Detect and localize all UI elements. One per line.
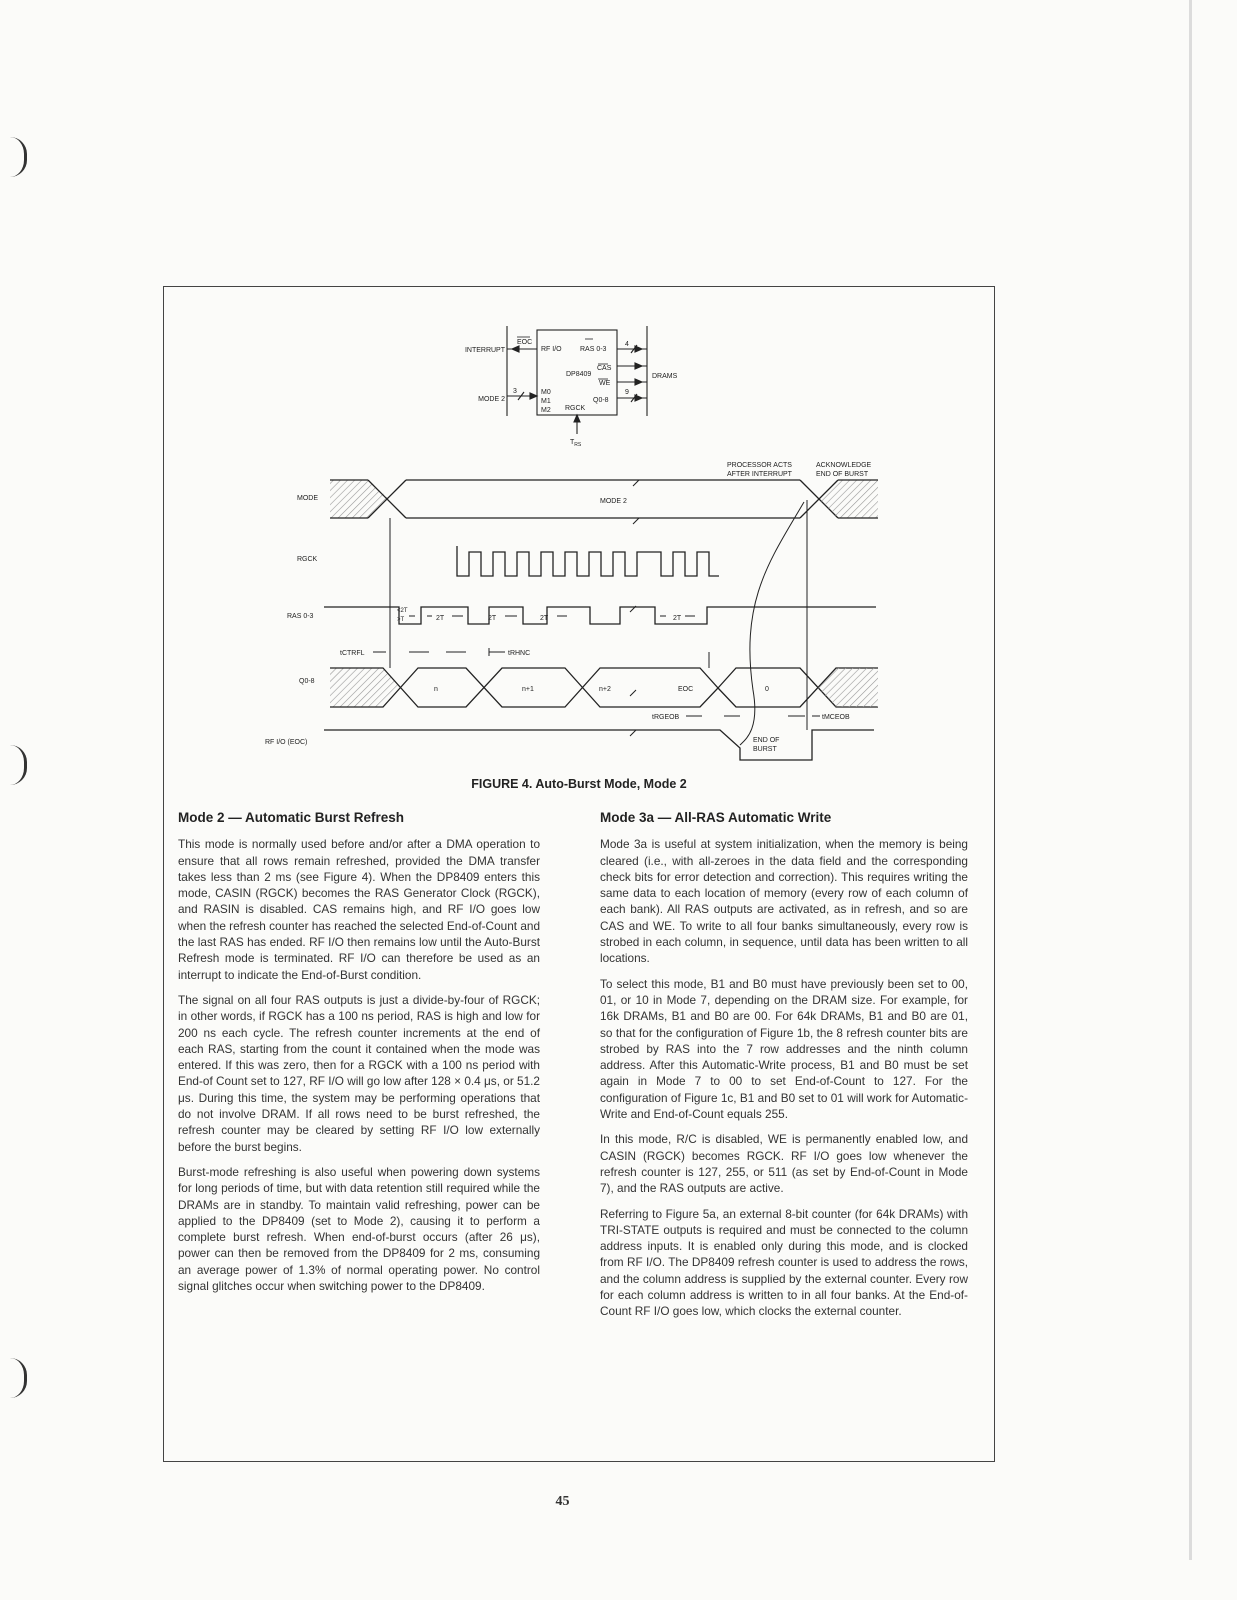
cas-pin-label: CAS (597, 365, 612, 372)
interrupt-label: INTERRUPT (464, 347, 505, 354)
binder-hole-mark (10, 1358, 27, 1398)
bus-width-4: 4 (625, 341, 629, 348)
end-of-burst-line1: END OF (753, 737, 780, 744)
acknowledge-line2: END OF BURST (816, 471, 869, 478)
trs-label: $T_{RS}$ (570, 439, 582, 448)
eoc-pin-label: EOC (517, 339, 533, 346)
q-value-n1: n+1 (522, 686, 534, 693)
q-value-n: n (434, 686, 438, 693)
ras-signal-label: RAS 0-3 (287, 613, 314, 620)
mode3a-paragraph-1: Mode 3a is useful at system initialization, when the memory is being cleared (i.e., with all-zeroes in the data field and the corresponding check bits for error detection and correction). This requires writing the same data to each location of memory (every row of each column of each bank). All RAS outputs are activated, as in refresh, and so are CAS and WE. To write to all four banks simultaneously, every row is strobed in each column, in sequence, until data has been written to all locations. (600, 837, 968, 966)
mode2-input-label: MODE 2 (478, 396, 505, 403)
mode3a-paragraph-4: Referring to Figure 5a, an external 8-bit counter (for 64k DRAMs) with TRI-STATE outputs is required and must be connected to the column address inputs. It is enabled only during this mode, and is clocked from RF I/O. The DP8409 refresh counter is used to address the rows, and the column address is supplied by the external counter. Every row for each column address is written to in all four banks. At the End-of-Count RF I/O goes low, which clocks the external counter. (600, 1206, 968, 1319)
trgeob-label: tRGEOB (652, 714, 680, 721)
tmceob-label: tMCEOB (822, 714, 850, 721)
mode2-paragraph-3: Burst-mode refreshing is also useful when powering down systems for long periods of time, but with data retention still required while the DRAMs are in standby. To maintain valid refreshing, power can be applied to the DP8409 (set to Mode 2), causing it to perform a complete burst refresh. When end-of-burst occurs (after 26 μs), power can then be removed from the DP8409 for 2 ms, consuming an average power of 1.3% of normal operating power. No control signal glitches occur when switching power to the DP8409. (178, 1164, 540, 1294)
chip-name: DP8409 (566, 371, 592, 378)
m0-pin-label: M0 (541, 389, 551, 396)
page-number: 45 (555, 1494, 570, 1509)
rgck-signal-label: RGCK (297, 556, 318, 563)
processor-acts-line2: AFTER INTERRUPT (727, 471, 792, 478)
right-column (600, 810, 968, 1329)
t-2t-2: 2T (488, 615, 497, 622)
acknowledge-line1: ACKNOWLEDGE (816, 462, 872, 469)
mode3a-heading: Mode 3a — All-RAS Automatic Write (600, 810, 832, 825)
q-value-eoc: EOC (678, 686, 694, 693)
tctrfl-label: tCTRFL (340, 650, 365, 657)
mode-signal-label: MODE (297, 495, 318, 502)
mode2-paragraph-1: This mode is normally used before and/or after a DMA operation to ensure that all rows remain refreshed, provided the DMA transfer takes less than 2 ms (see Figure 4). When the DP8409 enters this mode, CASIN (RGCK) becomes the RAS Generator Clock (RGCK), and RASIN is disabled. CAS remains high, and RF I/O goes low when the refresh counter has reached the selected End-of-Count and the last RAS has ended. RF I/O then remains low until the Auto-Burst Refresh mode is terminated. RF I/O can therefore be used as an interrupt to indicate the End-of-Burst condition. (178, 837, 540, 982)
t-2t-3: 2T (540, 615, 549, 622)
drams-label: DRAMS (652, 373, 678, 380)
mode3a-paragraph-3: In this mode, R/C is disabled, WE is permanently enabled low, and CASIN (RGCK) becomes RGCK. RF I/O goes low whenever the refresh counter is 127, 255, or 511 (as set by End-of-Count in Mode 7), and the RAS outputs are active. (600, 1132, 968, 1196)
m2-pin-label: M2 (541, 407, 551, 414)
t-gtt: >T (397, 617, 405, 623)
timing-diagram (324, 480, 878, 760)
q-value-0: 0 (765, 686, 769, 693)
bus-width-9: 9 (625, 389, 629, 396)
left-column (178, 810, 540, 1303)
t-lt2t: <2T (397, 608, 408, 614)
ras-pin-label: RAS 0-3 (580, 346, 607, 353)
we-pin-label: WE (599, 380, 611, 387)
rgck-pin-label: RGCK (565, 405, 586, 412)
rfio-pin-label: RF I/O (541, 346, 562, 353)
t-2t-1: 2T (436, 615, 445, 622)
figure-caption: FIGURE 4. Auto-Burst Mode, Mode 2 (471, 777, 687, 791)
rfio-signal-label: RF I/O (EOC) (265, 739, 308, 746)
mode-value: MODE 2 (600, 498, 627, 505)
m1-pin-label: M1 (541, 398, 551, 405)
trhnc-label: tRHNC (508, 650, 531, 657)
q-signal-label: Q0-8 (299, 678, 315, 685)
q-pin-label: Q0-8 (593, 397, 609, 404)
mode3a-paragraph-2: To select this mode, B1 and B0 must have previously been set to 00, 01, or 10 in Mode 7, depending on the DRAM size. For example, for 16k DRAMs, B1 and B0 are 00. For 64k DRAMs, B1 and B0 are 01, so that for the configuration of Figure 1b, the 8 refresh counter bits are strobed by RAS into the 7 row addresses and the ninth column address. After this Automatic-Write process, B1 and B0 must be set again in Mode 7 to 00 to set End-of-Count to 127. For the configuration of Figure 1c, B1 and B0 set to 01 will work for Automatic-Write and End-of-Count equals 255. (600, 976, 968, 1122)
bus-width-3: 3 (513, 388, 517, 395)
mode2-paragraph-2: The signal on all four RAS outputs is just a divide-by-four of RGCK; in other words, if RGCK has a 100 ns period, RAS is high and low for 200 ns each cycle. The refresh counter increments at the end of each RAS, starting from the count it contained when the mode was entered. If this was zero, then for a RGCK with a 100 ns period with End-of Count set to 127, RF I/O will go low after 128 × 0.4 μs, or 51.2 μs. During this time, the system may be performing operations that do not involve DRAM. If all rows need to be burst refreshed, the refresh counter may be cleared by setting RF I/O low externally before the burst begins. (178, 992, 540, 1154)
q-value-n2: n+2 (599, 686, 611, 693)
t-2t-4: 2T (673, 615, 682, 622)
mode2-heading: Mode 2 — Automatic Burst Refresh (178, 810, 405, 825)
processor-acts-line1: PROCESSOR ACTS (727, 462, 792, 469)
end-of-burst-line2: BURST (753, 746, 777, 753)
